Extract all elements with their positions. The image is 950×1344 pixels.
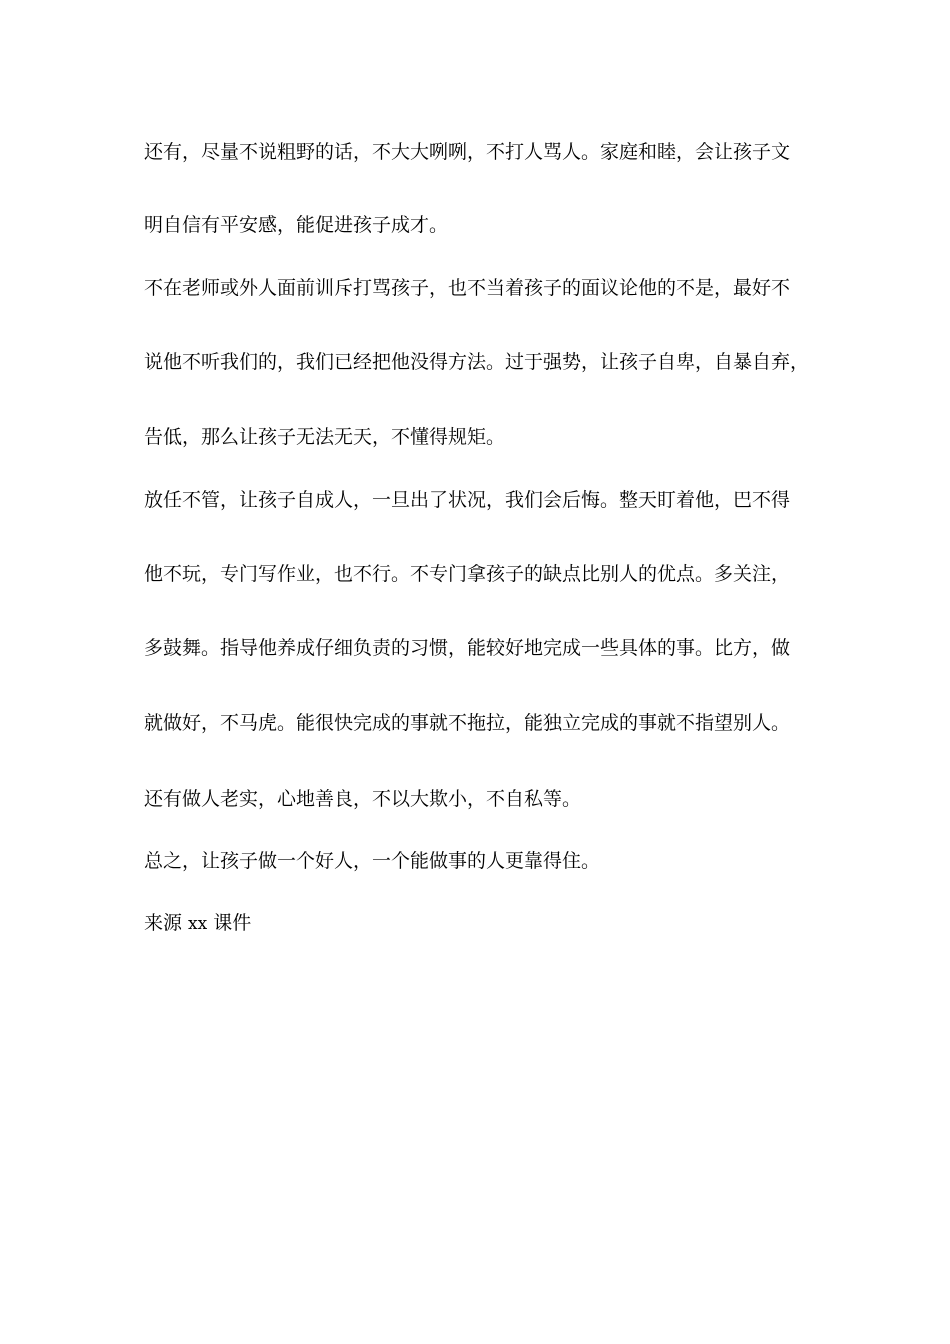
text-line-5: 告低，那么让孩子无法无天，不懂得规矩。	[144, 426, 506, 448]
text-line-11: 总之，让孩子做一个好人，一个能做事的人更靠得住。	[144, 850, 601, 872]
text-line-9: 就做好，不马虎。能很快完成的事就不拖拉，能独立完成的事就不指望别人。	[144, 712, 791, 734]
text-line-10: 还有做人老实，心地善良，不以大欺小，不自私等。	[144, 788, 582, 810]
source-prefix: 来源	[144, 912, 189, 934]
text-line-4: 说他不听我们的，我们已经把他没得方法。过于强势，让孩子自卑，自暴自弃，	[144, 351, 810, 373]
text-line-3: 不在老师或外人面前训斥打骂孩子，也不当着孩子的面议论他的不是，最好不	[144, 277, 791, 299]
source-line	[144, 911, 824, 936]
text-line-7: 他不玩，专门写作业，也不行。不专门拿孩子的缺点比别人的优点。多关注，	[144, 563, 791, 585]
text-line-6: 放任不管，让孩子自成人，一旦出了状况，我们会后悔。整天盯着他，巴不得	[144, 489, 791, 511]
text-line-8: 多鼓舞。指导他养成仔细负责的习惯，能较好地完成一些具体的事。比方，做	[144, 637, 791, 659]
text-line-2: 明自信有平安感，能促进孩子成才。	[144, 214, 449, 236]
source-suffix: 课件	[207, 912, 252, 934]
source-latin: xx	[188, 914, 208, 934]
text-line-1: 还有，尽量不说粗野的话，不大大咧咧，不打人骂人。家庭和睦，会让孩子文	[144, 141, 791, 163]
